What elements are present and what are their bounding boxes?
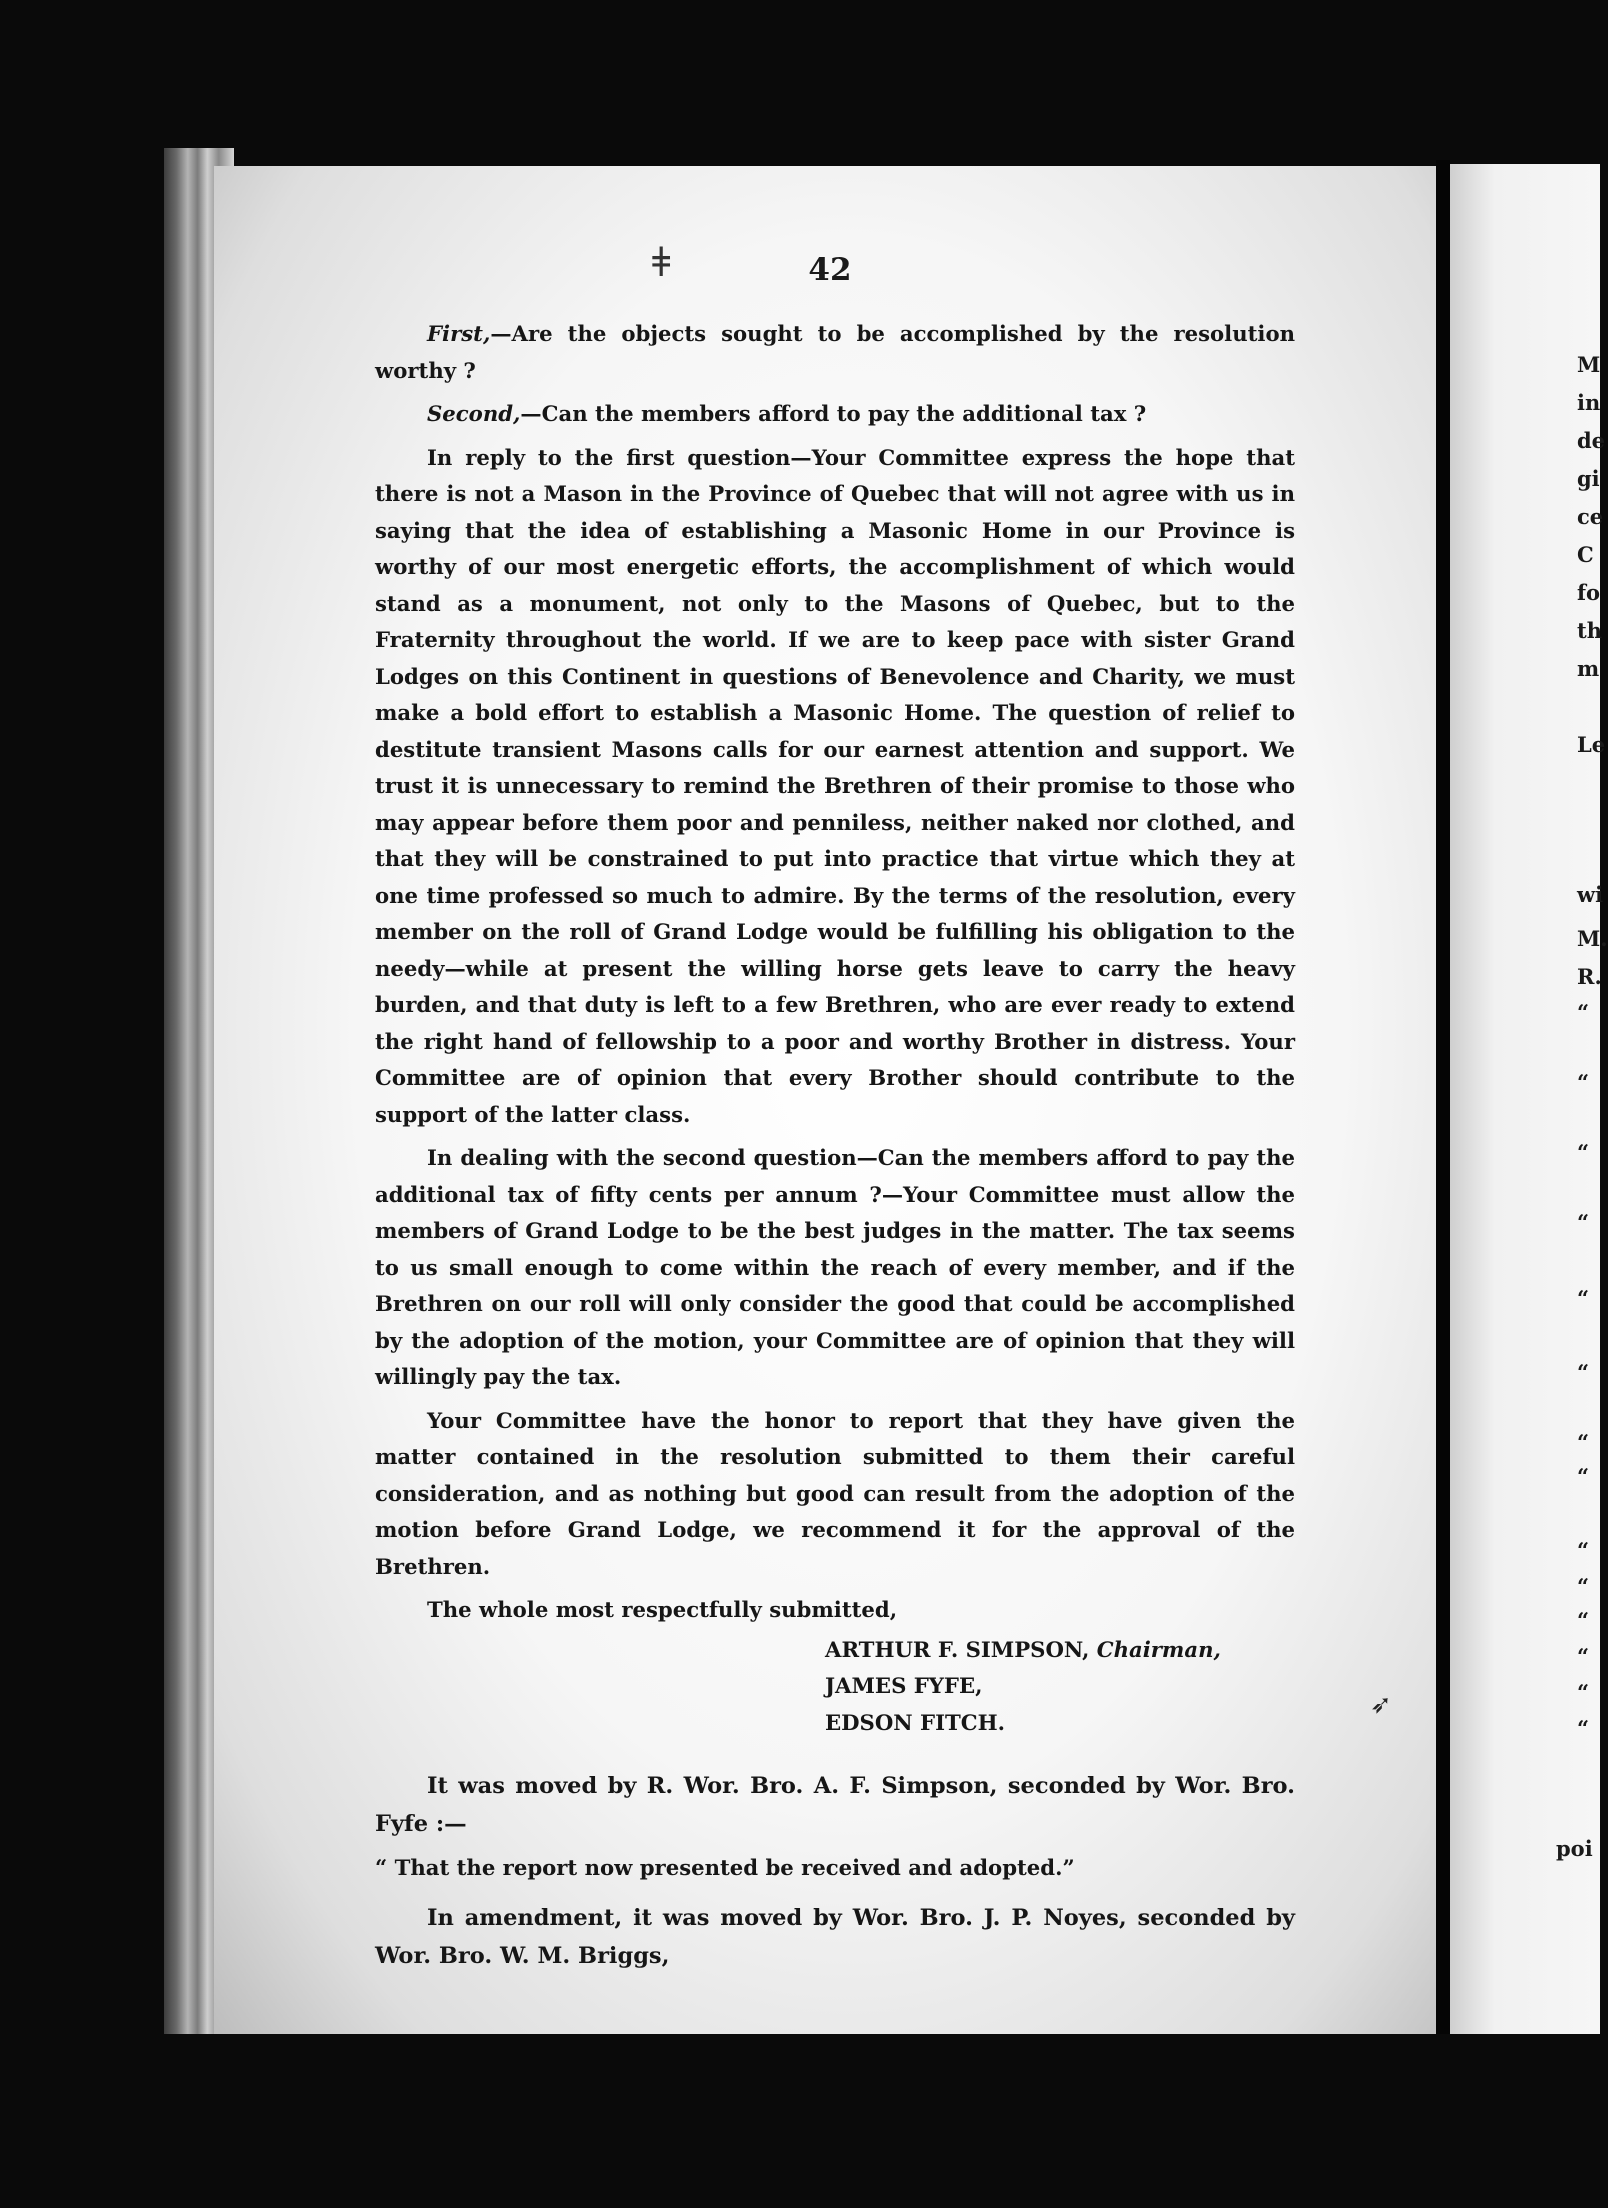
right-fragment: C [1577, 542, 1594, 567]
right-fragment: m [1577, 656, 1600, 681]
right-fragment: “ [1577, 1430, 1590, 1455]
question-second [375, 396, 1295, 433]
right-fragment: “ [1577, 1140, 1590, 1165]
right-fragment: “ [1577, 1360, 1590, 1385]
paragraph-recommendation: Your Committee have the honor to report that they have given the matter contained in the resolution submitted to them their careful consideration, and as nothing but good can result from the adoption of the motion before Grand Lodge, we recommend it for the approval of the Brethren. [375, 1407, 1295, 1579]
paragraph-reply-first: In reply to the first question—Your Committee express the hope that there is not a Mason in the Province of Quebec that will not agree with us in saying that the idea of establishing a Masonic Home in our Province is worthy of our most energetic efforts, the accomplishment of which would stand as a monument, not only to the Masons of Quebec, but to the Fraternity throughout the world. If we are to keep pace with sister Grand Lodges on this Continent in questions of Benevolence and Charity, we must make a bold effort to establish a Masonic Home. The question of relief to destitute transient Masons calls for our earnest attention and support. We trust it is unnecessary to remind the Brethren of their promise to those who may appear before them poor and penniless, neither naked nor clothed, and that they will be constrained to put into practice that virtue which they at one time professed so much to admire. By the terms of the resolution, every member on the roll of Grand Lodge would be fulfilling his obligation to the needy—while at present the willing horse gets leave to carry the heavy burden, and that duty is left to a few Brethren, who are ever ready to extend the right hand of fellowship to a poor and worthy Brother in distress. Your Committee are of opinion that every Brother should contribute to the support of the latter class. [375, 444, 1295, 1127]
first-text: —Are the objects sought to be accomplished by the resolution worthy ? [375, 321, 1295, 383]
right-fragment: th [1577, 618, 1602, 643]
right-fragment: “ [1577, 1286, 1590, 1311]
closing-line: The whole most respectfully submitted, [427, 1597, 898, 1622]
motion-resolution: “ That the report now presented be received and adopted.” [375, 1855, 1075, 1880]
right-fragment: “ [1577, 1070, 1590, 1095]
right-fragment: M. [1577, 926, 1608, 951]
book-gutter [1436, 160, 1450, 2040]
scan-mark: ǂ [652, 240, 671, 286]
page-number: 42 [808, 252, 852, 288]
right-fragment: “ [1577, 1574, 1590, 1599]
question-first [375, 316, 1295, 389]
right-fragment: “ [1577, 1538, 1590, 1563]
second-text: —Can the members afford to pay the additional tax ? [520, 401, 1147, 426]
paragraph-second-question: In dealing with the second question—Can the members afford to pay the additional tax of fifty cents per annum ?—Your Committee must allow the members of Grand Lodge to be the best judges in the matter. The tax seems to us small enough to come within the reach of every member, and if the Brethren on our roll will only consider the good that could be accomplished by the adoption of the motion, your Committee are of opinion that they will willingly pay the tax. [375, 1145, 1295, 1389]
motion-amendment: In amendment, it was moved by Wor. Bro. J. P. Noyes, seconded by Wor. Bro. W. M. Briggs, [375, 1904, 1295, 1969]
signature-block [825, 1632, 1295, 1742]
right-fragment: “ [1577, 1210, 1590, 1235]
right-fragment: “ [1577, 1644, 1590, 1669]
right-fragment: poi [1556, 1836, 1593, 1861]
signatory-role: Chairman, [1096, 1636, 1221, 1662]
signatory: EDSON FITCH. [825, 1709, 1006, 1735]
right-fragment: “ [1577, 1680, 1590, 1705]
right-fragment: “ [1577, 1464, 1590, 1489]
motion-moved: It was moved by R. Wor. Bro. A. F. Simpson, seconded by Wor. Bro. Fyfe :— [375, 1773, 1295, 1837]
signatory: JAMES FYFE, [825, 1673, 983, 1698]
first-label: First, [427, 321, 491, 346]
right-fragment: M [1577, 352, 1601, 377]
page-body [375, 316, 1295, 1975]
right-fragment: de [1577, 428, 1606, 453]
signatory-chairman [825, 1632, 1295, 1669]
right-fragment: gi [1577, 466, 1600, 491]
right-fragment: ce [1577, 504, 1604, 529]
right-fragment: “ [1577, 1000, 1590, 1025]
signatory-name: ARTHUR F. SIMPSON, [825, 1636, 1090, 1662]
scan-mark: ➶ [1370, 1690, 1392, 1720]
right-fragment: “ [1577, 1608, 1590, 1633]
right-fragment: R. [1577, 964, 1602, 989]
second-label: Second, [427, 401, 521, 426]
right-fragment: wi [1577, 882, 1604, 907]
scan-border [164, 2034, 1600, 2208]
right-fragment: in [1577, 390, 1601, 415]
right-fragment: fo [1577, 580, 1601, 605]
right-fragment: “ [1577, 1716, 1590, 1741]
right-fragment: Le [1577, 732, 1606, 757]
